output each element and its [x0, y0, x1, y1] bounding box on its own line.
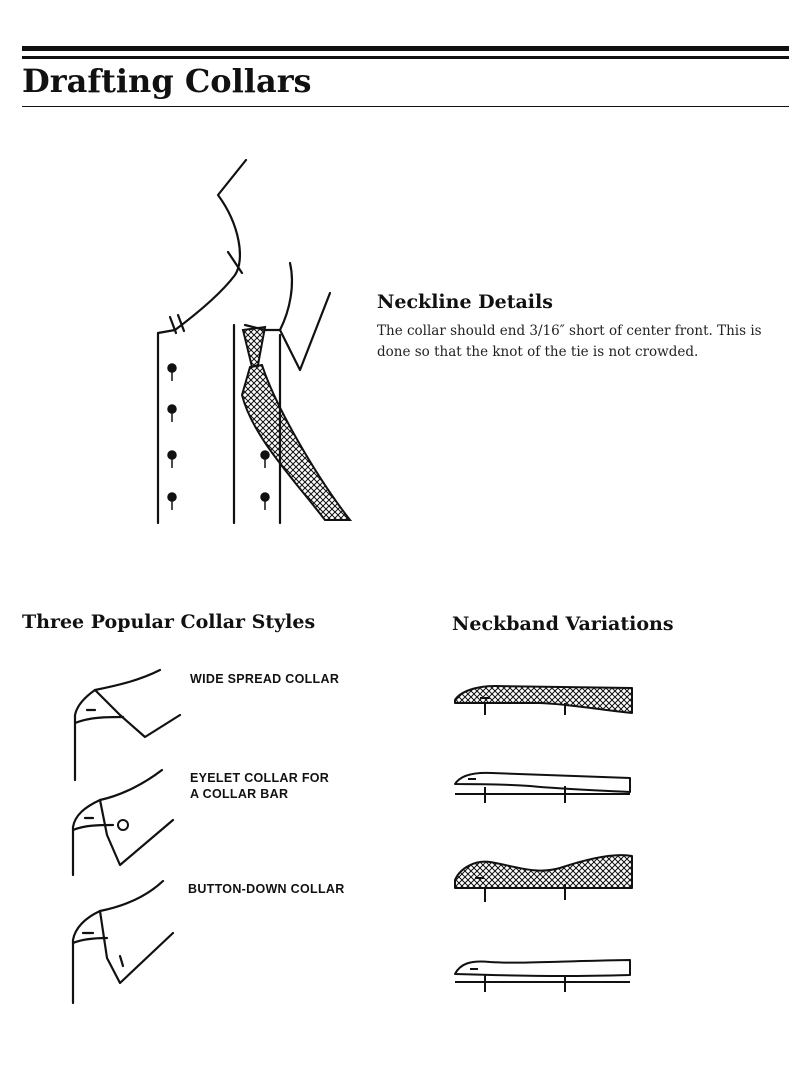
- button-icon: [168, 364, 176, 372]
- neckline-text-line2: done so that the knot of the tie is not crowded.: [377, 344, 699, 360]
- button-down-collar-label: BUTTON-DOWN COLLAR: [188, 882, 345, 896]
- neckband-variations: [450, 670, 640, 1000]
- neckline-illustration: [140, 155, 370, 530]
- eyelet-collar-drawing: [65, 765, 190, 880]
- eyelet-collar-label-line1: EYELET COLLAR FOR: [190, 771, 330, 785]
- button-icon: [261, 451, 269, 459]
- neckband-2: [455, 773, 630, 803]
- tie-knot: [243, 327, 265, 367]
- wide-spread-collar-label: WIDE SPREAD COLLAR: [190, 672, 340, 686]
- button-icon: [168, 451, 176, 459]
- button-icon: [168, 493, 176, 501]
- title-underline: [22, 106, 789, 107]
- neckband-1: [455, 686, 632, 715]
- eyelet-collar-label-line2: A COLLAR BAR: [190, 787, 289, 801]
- button-icon: [261, 493, 269, 501]
- header-rule-thick: [22, 46, 789, 51]
- neck-curve: [175, 160, 246, 330]
- page-title: Drafting Collars: [22, 62, 312, 100]
- tie-blade: [242, 365, 350, 520]
- neckband-heading: Neckband Variations: [452, 613, 674, 635]
- neckband-4: [455, 960, 630, 992]
- eyelet-icon: [118, 820, 128, 830]
- collar-styles-heading: Three Popular Collar Styles: [22, 611, 316, 633]
- button-icon: [168, 405, 176, 413]
- collar-point: [280, 263, 330, 370]
- neckline-heading: Neckline Details: [377, 291, 553, 313]
- neckband-3: [455, 855, 632, 902]
- header-rule-medium: [22, 56, 789, 59]
- button-down-collar-drawing: [65, 878, 190, 1008]
- neckline-text-line1: The collar should end 3/16″ short of center front. This is: [377, 323, 762, 339]
